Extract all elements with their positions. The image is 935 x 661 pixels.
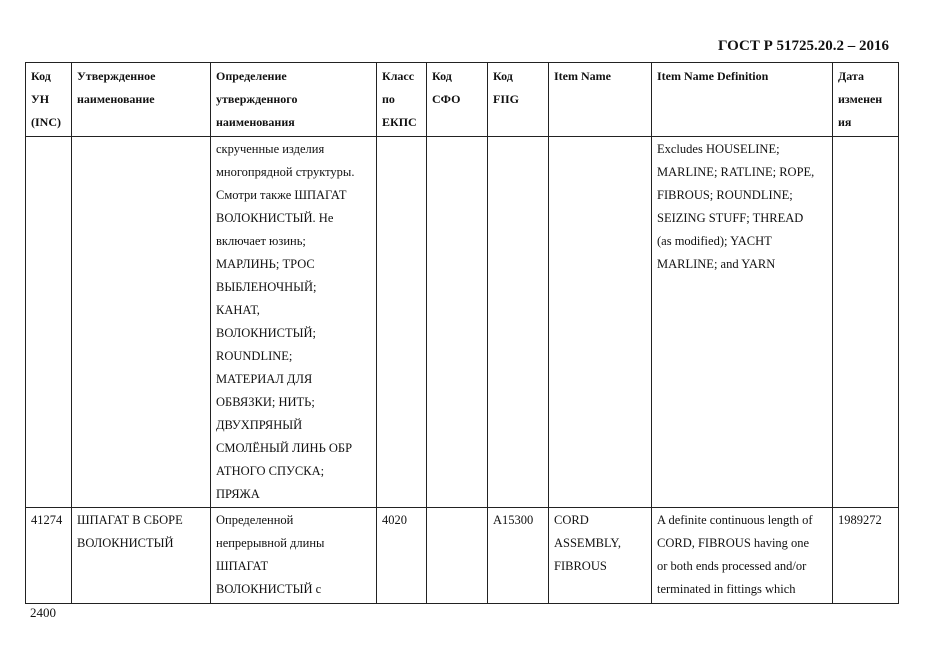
- cell-name-definition: скрученные изделия многопрядной структуры. Смотри также ШПАГАТ ВОЛОКНИСТЫЙ. Не включает юзинь; МАРЛИНЬ; ТРОС ВЫБЛЕНОЧНЫЙ; КАНАТ, ВОЛОКНИСТЫЙ; ROUNDLINE; МАТЕРИАЛ ДЛЯ ОБВЯЗКИ; НИТЬ; ДВУХПРЯНЫЙ СМОЛЁНЫЙ ЛИНЬ ОБР АТНОГО СПУСКА; ПРЯЖА: [211, 137, 377, 508]
- cell-change-date: 1989272: [833, 508, 899, 604]
- table-row: [26, 137, 899, 508]
- cell-ekps-class: [377, 137, 427, 508]
- header-inc-code: Код УН (INC): [26, 63, 72, 137]
- cell-item-name: [549, 137, 652, 508]
- header-name-definition: Определение утвержденного наименования: [211, 63, 377, 137]
- cell-item-name: CORD ASSEMBLY, FIBROUS: [549, 508, 652, 604]
- cell-ekps-class: 4020: [377, 508, 427, 604]
- header-sfo-code: Код СФО: [427, 63, 488, 137]
- cell-inc-code: [26, 137, 72, 508]
- document-code: ГОСТ Р 51725.20.2 – 2016: [717, 38, 889, 54]
- header-item-name-definition: Item Name Definition: [652, 63, 833, 137]
- nomenclature-table: [25, 62, 899, 604]
- cell-inc-code: 41274: [26, 508, 72, 604]
- header-approved-name: Утвержденное наименование: [72, 63, 211, 137]
- page-number: 2400: [30, 605, 56, 620]
- cell-fiig-code: A15300: [488, 508, 549, 604]
- cell-change-date: [833, 137, 899, 508]
- cell-fiig-code: [488, 137, 549, 508]
- cell-sfo-code: [427, 137, 488, 508]
- header-fiig-code: Код FIIG: [488, 63, 549, 137]
- table-row: [26, 508, 899, 604]
- cell-approved-name: [72, 137, 211, 508]
- header-item-name: Item Name: [549, 63, 652, 137]
- cell-approved-name: ШПАГАТ В СБОРЕ ВОЛОКНИСТЫЙ: [72, 508, 211, 604]
- cell-item-name-definition: Excludes HOUSELINE; MARLINE; RATLINE; ROPE, FIBROUS; ROUNDLINE; SEIZING STUFF; THREAD (as modified); YACHT MARLINE; and YARN: [652, 137, 833, 508]
- header-row: [26, 63, 899, 137]
- header-ekps-class: Класс по ЕКПС: [377, 63, 427, 137]
- cell-item-name-definition: A definite continuous length of CORD, FIBROUS having one or both ends processed and/or terminated in fittings which: [652, 508, 833, 604]
- cell-sfo-code: [427, 508, 488, 604]
- cell-name-definition: Определенной непрерывной длины ШПАГАТ ВОЛОКНИСТЫЙ с: [211, 508, 377, 604]
- header-change-date: Дата изменен ия: [833, 63, 899, 137]
